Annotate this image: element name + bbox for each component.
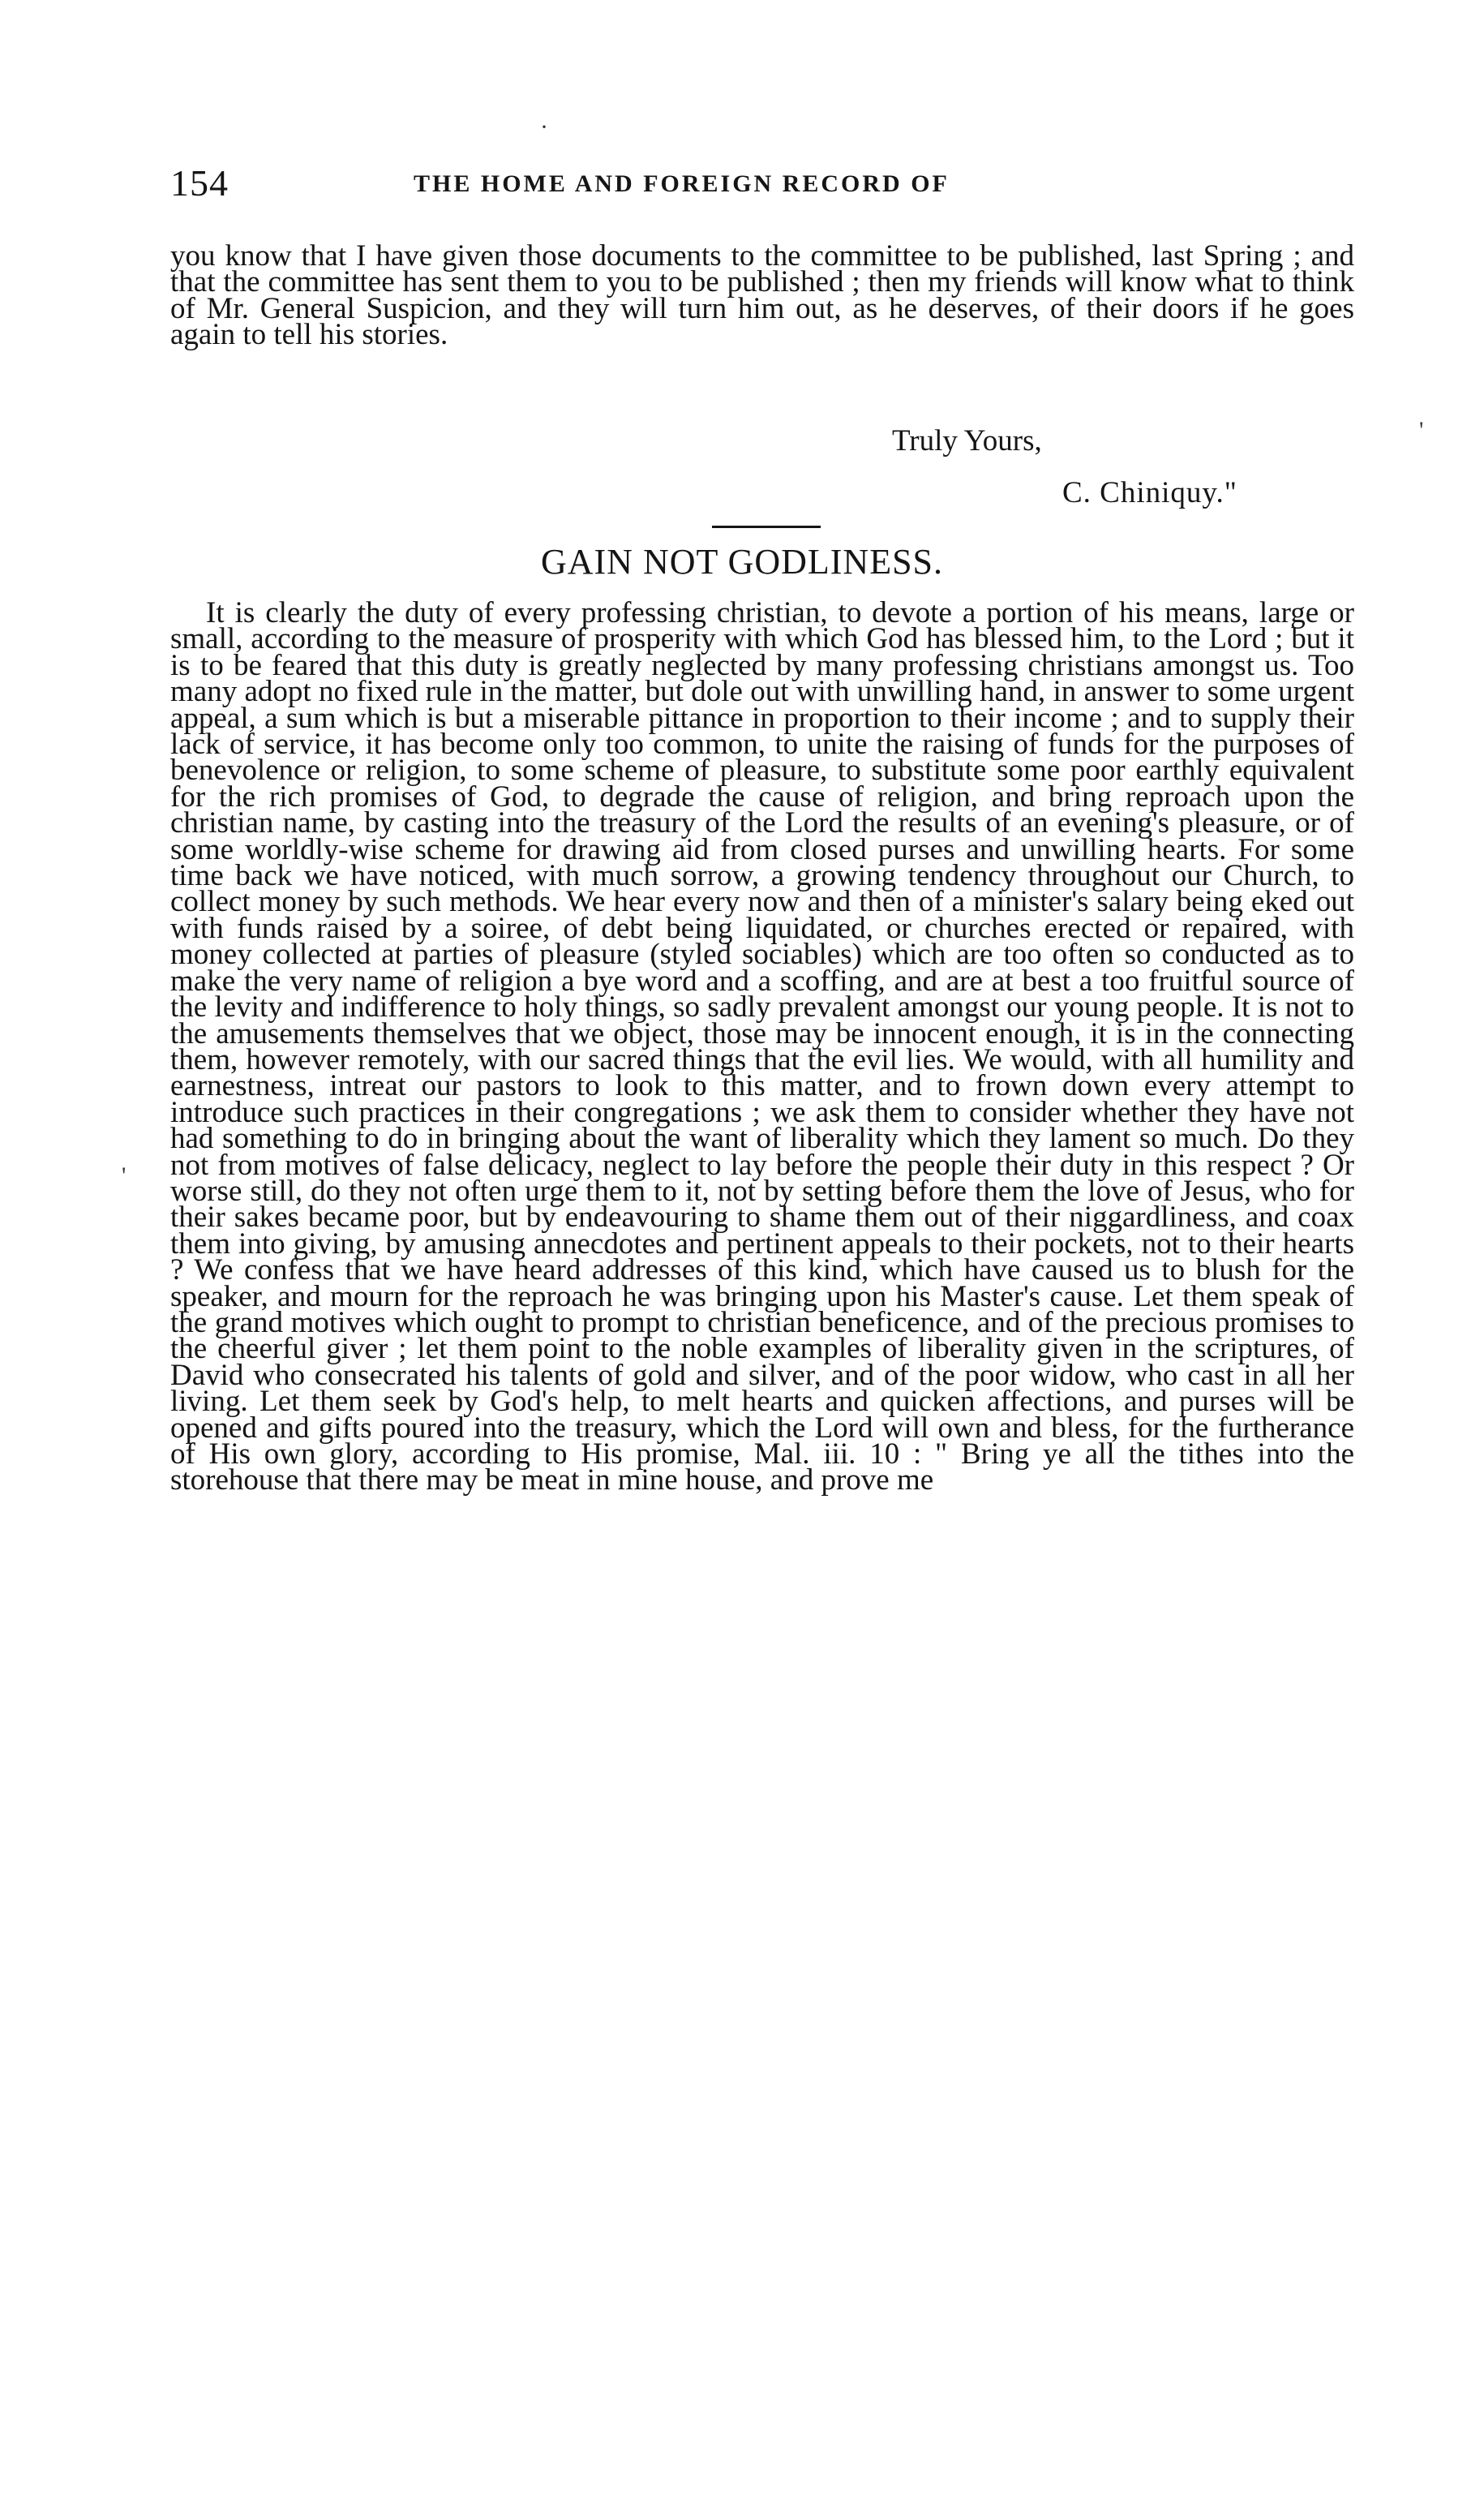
page-number: 154	[170, 162, 229, 204]
letter-signature: C. Chiniquy."	[1062, 476, 1237, 509]
page-header	[170, 159, 1354, 208]
letter-closing: Truly Yours,	[892, 424, 1042, 458]
margin-speck-top: ·	[540, 114, 548, 140]
margin-speck-left: '	[122, 1162, 127, 1189]
section-divider-rule	[712, 526, 821, 528]
article-body-paragraph: It is clearly the duty of every professing christian, to devote a portion of his means, large or small, according to the measure of prosperity with which God has blessed him, to the Lord ; but it is to be feared that this duty is greatly neglected by many professing christians amongst us. Too many adopt no fixed rule in the matter, but dole out with unwilling hand, in answer to some urgent appeal, a sum which is but a miserable pittance in proportion to their income ; and to supply their lack of service, it has become only too common, to unite the raising of funds for the purposes of benevolence or religion, to some scheme of pleasure, to substitute some poor earthly equivalent for the rich promises of God, to degrade the cause of religion, and bring reproach upon the christian name, by casting into the treasury of the Lord the results of an evening's pleasure, or of some worldly-wise scheme for drawing aid from closed purses and unwilling hearts. For some time back we have noticed, with much sorrow, a growing tendency throughout our Church, to collect money by such methods. We hear every now and then of a minister's salary being eked out with funds raised by a soiree, of debt being liquidated, or churches erected or repaired, with money collected at parties of pleasure (styled sociables) which are too often so conducted as to make the very name of religion a bye word and a scoffing, and are at best a too fruitful source of the levity and indifference to holy things, so sadly prevalent amongst our young people. It is not to the amusements themselves that we object, those may be innocent enough, it is in the connecting them, however remotely, with our sacred things that the evil lies. We would, with all humility and earnestness, intreat our pastors to look to this matter, and to frown down every attempt to introduce such practices in their congregations ; we ask them to consider whether they have not had something to do in bringing about the want of liberality which they lament so much. Do they not from motives of false delicacy, neglect to lay before the people their duty in this respect ? Or worse still, do they not often urge them to it, not by setting before them the love of Jesus, who for their sakes became poor, but by endeavouring to shame them out of their niggardliness, and coax them into giving, by amusing annecdotes and pertinent appeals to their pockets, not to their hearts ? We confess that we have heard addresses of this kind, which have caused us to blush for the speaker, and mourn for the reproach he was bringing upon his Master's cause. Let them speak of the grand motives which ought to prompt to christian beneficence, and of the precious promises to the cheerful giver ; let them point to the noble examples of liberality given in the scriptures, of David who consecrated his talents of gold and silver, and of the poor widow, who cast in all her living. Let them seek by God's help, to melt hearts and quicken affections, and purses will be opened and gifts poured into the treasury, which the Lord will own and bless, for the furtherance of His own glory, according to His promise, Mal. iii. 10 : " Bring ye all the tithes into the storehouse that there may be meat in mine house, and prove me	[170, 596, 1354, 1497]
article-title: GAIN NOT GODLINESS.	[540, 542, 944, 582]
margin-speck-right: '	[1419, 417, 1424, 444]
running-title: THE HOME AND FOREIGN RECORD OF	[414, 170, 950, 197]
letter-continuation-paragraph: you know that I have given those documents to the committee to be published, last Spring ; and that the committee has sent them to you to be published ; then my friends will know what to think of Mr. General Suspicion, and they will turn him out, as he deserves, of their doors if he goes again to tell his stories.	[170, 239, 1354, 352]
